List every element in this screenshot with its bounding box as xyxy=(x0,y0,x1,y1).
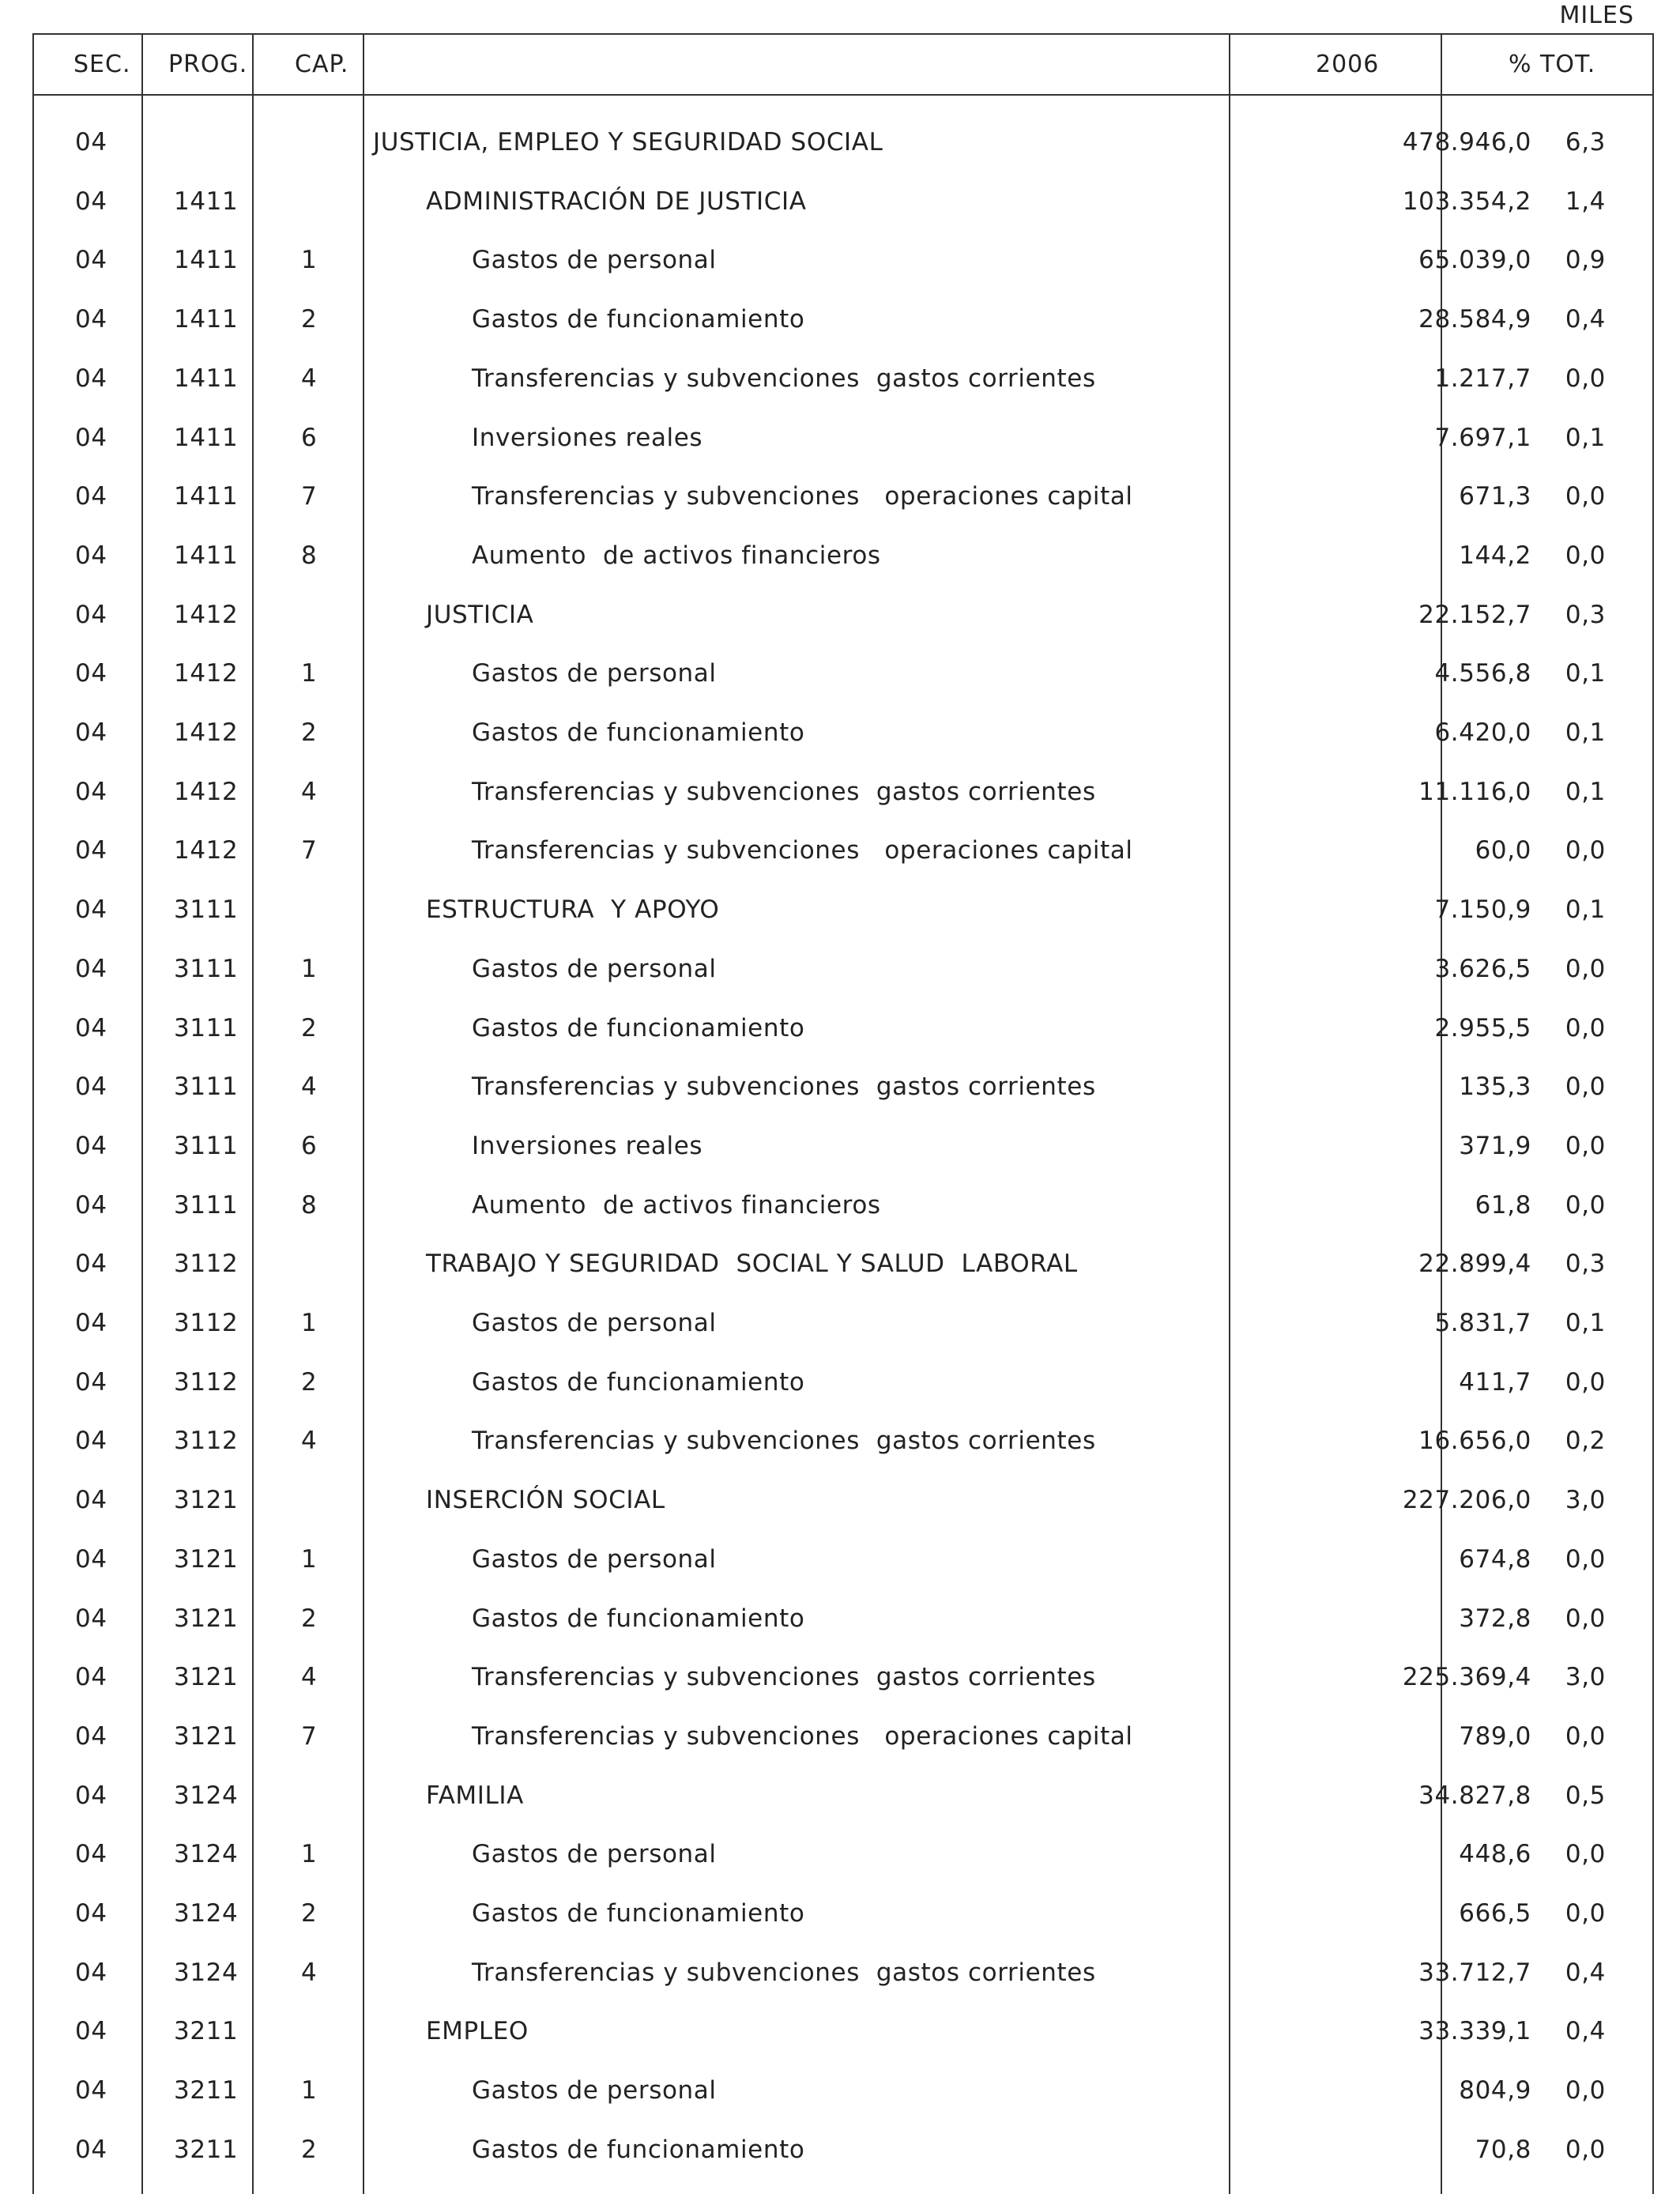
table-row xyxy=(34,998,1652,1057)
table-row xyxy=(34,1352,1652,1412)
cell-percent: 0,0 xyxy=(1565,1840,1606,1869)
cell-prog: 3124 xyxy=(174,1840,239,1869)
cell-sec: 04 xyxy=(75,1604,107,1633)
cell-sec: 04 xyxy=(75,364,107,393)
cell-prog: 3124 xyxy=(174,1958,239,1987)
cell-description: Gastos de personal xyxy=(472,1544,717,1574)
cell-cap: 7 xyxy=(301,482,318,511)
table-row xyxy=(34,1116,1652,1175)
cell-amount: 666,5 xyxy=(1459,1899,1531,1928)
cell-description: JUSTICIA xyxy=(426,600,534,629)
cell-cap: 1 xyxy=(301,1840,318,1869)
cell-description: INSERCIÓN SOCIAL xyxy=(426,1486,665,1515)
cell-prog: 3211 xyxy=(174,2135,239,2164)
table-row xyxy=(34,939,1652,998)
cell-percent: 3,0 xyxy=(1565,1486,1606,1515)
table-row xyxy=(34,466,1652,526)
cell-amount: 28.584,9 xyxy=(1418,305,1531,334)
cell-amount: 22.899,4 xyxy=(1418,1250,1531,1279)
cell-prog: 3124 xyxy=(174,1781,239,1810)
cell-cap: 1 xyxy=(301,2076,318,2105)
cell-description: Gastos de funcionamiento xyxy=(472,1013,805,1042)
cell-amount: 448,6 xyxy=(1459,1840,1531,1869)
cell-percent: 0,0 xyxy=(1565,1544,1606,1574)
table-row xyxy=(34,1766,1652,1825)
table-row xyxy=(34,880,1652,939)
cell-amount: 1.217,7 xyxy=(1434,364,1531,393)
cell-sec: 04 xyxy=(75,895,107,925)
cell-description: Gastos de personal xyxy=(472,659,717,688)
cell-prog: 3112 xyxy=(174,1309,239,1337)
cell-description: TRABAJO Y SEGURIDAD SOCIAL Y SALUD LABORAL xyxy=(426,1250,1078,1279)
cell-amount: 671,3 xyxy=(1459,482,1531,511)
cell-sec: 04 xyxy=(75,2135,107,2164)
cell-amount: 789,0 xyxy=(1459,1721,1531,1751)
cell-amount: 227.206,0 xyxy=(1402,1486,1531,1515)
cell-prog: 1411 xyxy=(174,246,239,275)
cell-sec: 04 xyxy=(75,1958,107,1987)
cell-prog: 1412 xyxy=(174,659,239,688)
units-label: MILES xyxy=(1559,2,1634,29)
cell-amount: 144,2 xyxy=(1459,541,1531,570)
cell-percent: 0,0 xyxy=(1565,1721,1606,1751)
cell-cap: 1 xyxy=(301,954,318,983)
table-row xyxy=(34,585,1652,644)
cell-sec: 04 xyxy=(75,541,107,570)
cell-percent: 0,1 xyxy=(1565,659,1606,688)
cell-amount: 7.697,1 xyxy=(1434,423,1531,452)
cell-description: Gastos de funcionamiento xyxy=(472,1367,805,1397)
cell-prog: 3121 xyxy=(174,1604,239,1633)
cell-amount: 103.354,2 xyxy=(1402,187,1531,216)
table-row xyxy=(34,1411,1652,1470)
cell-amount: 225.369,4 xyxy=(1402,1663,1531,1692)
table-row xyxy=(34,1706,1652,1766)
cell-sec: 04 xyxy=(75,954,107,983)
table-row xyxy=(34,1943,1652,2002)
cell-description: Inversiones reales xyxy=(472,1131,703,1160)
cell-sec: 04 xyxy=(75,2076,107,2105)
cell-sec: 04 xyxy=(75,1013,107,1042)
cell-cap: 1 xyxy=(301,659,318,688)
cell-sec: 04 xyxy=(75,1072,107,1102)
cell-percent: 0,5 xyxy=(1565,1781,1606,1810)
cell-cap: 4 xyxy=(301,777,318,806)
cell-description: Gastos de personal xyxy=(472,954,717,983)
cell-cap: 4 xyxy=(301,1663,318,1692)
cell-prog: 3111 xyxy=(174,954,239,983)
cell-cap: 1 xyxy=(301,246,318,275)
cell-percent: 0,0 xyxy=(1565,482,1606,511)
cell-amount: 33.712,7 xyxy=(1418,1958,1531,1987)
header-year: 2006 xyxy=(1316,51,1380,78)
cell-sec: 04 xyxy=(75,128,107,156)
cell-percent: 3,0 xyxy=(1565,1663,1606,1692)
cell-sec: 04 xyxy=(75,305,107,334)
header-pct: % TOT. xyxy=(1509,51,1596,78)
header-prog: PROG. xyxy=(168,51,248,78)
table-row xyxy=(34,230,1652,289)
cell-sec: 04 xyxy=(75,1663,107,1692)
cell-sec: 04 xyxy=(75,1250,107,1279)
cell-percent: 0,0 xyxy=(1565,1131,1606,1160)
cell-cap: 2 xyxy=(301,2135,318,2164)
cell-sec: 04 xyxy=(75,659,107,688)
cell-amount: 65.039,0 xyxy=(1418,246,1531,275)
cell-sec: 04 xyxy=(75,187,107,216)
table-row xyxy=(34,1883,1652,1943)
cell-prog: 3121 xyxy=(174,1721,239,1751)
cell-amount: 411,7 xyxy=(1459,1367,1531,1397)
cell-sec: 04 xyxy=(75,836,107,865)
cell-percent: 0,0 xyxy=(1565,1367,1606,1397)
cell-percent: 0,9 xyxy=(1565,246,1606,275)
cell-description: Gastos de funcionamiento xyxy=(472,718,805,747)
cell-amount: 70,8 xyxy=(1475,2135,1531,2164)
cell-sec: 04 xyxy=(75,2017,107,2046)
cell-description: FAMILIA xyxy=(426,1781,524,1810)
table-row xyxy=(34,1647,1652,1706)
cell-cap: 2 xyxy=(301,1604,318,1633)
cell-cap: 8 xyxy=(301,1190,318,1220)
cell-percent: 0,0 xyxy=(1565,2076,1606,2105)
cell-percent: 0,1 xyxy=(1565,423,1606,452)
cell-cap: 6 xyxy=(301,423,318,452)
cell-percent: 0,4 xyxy=(1565,305,1606,334)
cell-description: Aumento de activos financieros xyxy=(472,541,881,570)
cell-amount: 2.955,5 xyxy=(1434,1013,1531,1042)
cell-description: Transferencias y subvenciones operaciones capital xyxy=(472,836,1133,865)
cell-prog: 3111 xyxy=(174,1190,239,1220)
table-row xyxy=(34,349,1652,408)
cell-amount: 372,8 xyxy=(1459,1604,1531,1633)
cell-percent: 0,4 xyxy=(1565,1958,1606,1987)
table-row xyxy=(34,2060,1652,2120)
cell-cap: 1 xyxy=(301,1309,318,1337)
cell-amount: 478.946,0 xyxy=(1402,128,1531,156)
table-row xyxy=(34,2120,1652,2179)
cell-prog: 3124 xyxy=(174,1899,239,1928)
cell-prog: 1411 xyxy=(174,482,239,511)
cell-cap: 8 xyxy=(301,541,318,570)
cell-percent: 0,0 xyxy=(1565,1013,1606,1042)
cell-cap: 1 xyxy=(301,1544,318,1574)
cell-amount: 804,9 xyxy=(1459,2076,1531,2105)
cell-amount: 60,0 xyxy=(1475,836,1531,865)
cell-description: Transferencias y subvenciones operaciones capital xyxy=(472,1721,1133,1751)
budget-table xyxy=(32,33,1654,2194)
cell-prog: 3111 xyxy=(174,895,239,925)
cell-sec: 04 xyxy=(75,1781,107,1810)
header-cap: CAP. xyxy=(295,51,349,78)
cell-percent: 0,1 xyxy=(1565,718,1606,747)
cell-percent: 0,0 xyxy=(1565,541,1606,570)
cell-percent: 0,0 xyxy=(1565,836,1606,865)
cell-description: Gastos de funcionamiento xyxy=(472,1604,805,1633)
cell-prog: 3111 xyxy=(174,1072,239,1102)
cell-prog: 1412 xyxy=(174,836,239,865)
table-row xyxy=(34,643,1652,703)
cell-amount: 22.152,7 xyxy=(1418,600,1531,629)
header-divider xyxy=(34,94,1652,96)
cell-amount: 33.339,1 xyxy=(1418,2017,1531,2046)
cell-sec: 04 xyxy=(75,482,107,511)
cell-cap: 2 xyxy=(301,1367,318,1397)
cell-description: Transferencias y subvenciones gastos corrientes xyxy=(472,1958,1096,1987)
cell-prog: 1412 xyxy=(174,600,239,629)
cell-description: Gastos de funcionamiento xyxy=(472,305,805,334)
cell-percent: 0,0 xyxy=(1565,2135,1606,2164)
cell-sec: 04 xyxy=(75,1899,107,1928)
table-row xyxy=(34,1589,1652,1648)
cell-percent: 0,0 xyxy=(1565,954,1606,983)
cell-prog: 3121 xyxy=(174,1663,239,1692)
table-row xyxy=(34,112,1652,172)
cell-description: Transferencias y subvenciones gastos corrientes xyxy=(472,1663,1096,1692)
cell-sec: 04 xyxy=(75,1427,107,1456)
cell-percent: 0,2 xyxy=(1565,1427,1606,1456)
cell-sec: 04 xyxy=(75,1367,107,1397)
cell-cap: 2 xyxy=(301,718,318,747)
cell-amount: 7.150,9 xyxy=(1434,895,1531,925)
header-sec: SEC. xyxy=(73,51,131,78)
table-row xyxy=(34,2001,1652,2060)
cell-description: Inversiones reales xyxy=(472,423,703,452)
cell-prog: 1411 xyxy=(174,364,239,393)
cell-amount: 34.827,8 xyxy=(1418,1781,1531,1810)
cell-prog: 1412 xyxy=(174,718,239,747)
table-row xyxy=(34,1529,1652,1589)
cell-description: Transferencias y subvenciones gastos corrientes xyxy=(472,1427,1096,1456)
cell-sec: 04 xyxy=(75,1486,107,1515)
table-row xyxy=(34,1175,1652,1235)
cell-amount: 674,8 xyxy=(1459,1544,1531,1574)
cell-description: JUSTICIA, EMPLEO Y SEGURIDAD SOCIAL xyxy=(373,128,883,156)
cell-percent: 0,0 xyxy=(1565,1072,1606,1102)
table-row xyxy=(34,1470,1652,1529)
cell-description: Transferencias y subvenciones gastos corrientes xyxy=(472,777,1096,806)
table-row xyxy=(34,172,1652,231)
cell-description: Transferencias y subvenciones gastos corrientes xyxy=(472,364,1096,393)
cell-percent: 0,0 xyxy=(1565,364,1606,393)
cell-prog: 1412 xyxy=(174,777,239,806)
cell-sec: 04 xyxy=(75,777,107,806)
cell-description: Gastos de funcionamiento xyxy=(472,2135,805,2164)
cell-cap: 4 xyxy=(301,364,318,393)
cell-description: Gastos de personal xyxy=(472,2076,717,2105)
cell-prog: 3111 xyxy=(174,1013,239,1042)
cell-sec: 04 xyxy=(75,600,107,629)
cell-percent: 0,0 xyxy=(1565,1899,1606,1928)
cell-percent: 0,1 xyxy=(1565,1309,1606,1337)
cell-sec: 04 xyxy=(75,1309,107,1337)
cell-prog: 1411 xyxy=(174,541,239,570)
cell-percent: 6,3 xyxy=(1565,128,1606,156)
cell-percent: 0,1 xyxy=(1565,777,1606,806)
cell-description: ADMINISTRACIÓN DE JUSTICIA xyxy=(426,187,807,216)
cell-sec: 04 xyxy=(75,718,107,747)
cell-amount: 5.831,7 xyxy=(1434,1309,1531,1337)
cell-prog: 1411 xyxy=(174,187,239,216)
cell-sec: 04 xyxy=(75,1544,107,1574)
cell-prog: 3112 xyxy=(174,1367,239,1397)
cell-description: Aumento de activos financieros xyxy=(472,1190,881,1220)
table-row xyxy=(34,820,1652,880)
table-row xyxy=(34,703,1652,762)
cell-cap: 6 xyxy=(301,1131,318,1160)
cell-percent: 0,3 xyxy=(1565,600,1606,629)
cell-sec: 04 xyxy=(75,1190,107,1220)
cell-description: Transferencias y subvenciones gastos corrientes xyxy=(472,1072,1096,1102)
cell-amount: 4.556,8 xyxy=(1434,659,1531,688)
cell-prog: 3112 xyxy=(174,1250,239,1279)
cell-amount: 11.116,0 xyxy=(1418,777,1531,806)
cell-amount: 3.626,5 xyxy=(1434,954,1531,983)
cell-percent: 0,3 xyxy=(1565,1250,1606,1279)
cell-prog: 3211 xyxy=(174,2017,239,2046)
cell-cap: 2 xyxy=(301,1013,318,1042)
cell-amount: 6.420,0 xyxy=(1434,718,1531,747)
cell-prog: 3112 xyxy=(174,1427,239,1456)
cell-amount: 61,8 xyxy=(1475,1190,1531,1220)
cell-description: Gastos de funcionamiento xyxy=(472,1899,805,1928)
cell-sec: 04 xyxy=(75,1131,107,1160)
cell-description: Transferencias y subvenciones operaciones capital xyxy=(472,482,1133,511)
cell-description: Gastos de personal xyxy=(472,1840,717,1869)
cell-percent: 0,0 xyxy=(1565,1190,1606,1220)
cell-sec: 04 xyxy=(75,246,107,275)
cell-amount: 371,9 xyxy=(1459,1131,1531,1160)
cell-cap: 7 xyxy=(301,1721,318,1751)
cell-cap: 4 xyxy=(301,1072,318,1102)
table-row xyxy=(34,1234,1652,1293)
cell-prog: 3111 xyxy=(174,1131,239,1160)
table-row xyxy=(34,762,1652,821)
cell-cap: 2 xyxy=(301,1899,318,1928)
table-row xyxy=(34,1824,1652,1883)
cell-description: Gastos de personal xyxy=(472,1309,717,1337)
cell-cap: 4 xyxy=(301,1427,318,1456)
cell-amount: 16.656,0 xyxy=(1418,1427,1531,1456)
cell-description: EMPLEO xyxy=(426,2017,529,2046)
cell-prog: 1411 xyxy=(174,423,239,452)
table-row xyxy=(34,1057,1652,1116)
table-row xyxy=(34,289,1652,349)
cell-sec: 04 xyxy=(75,1840,107,1869)
table-row xyxy=(34,408,1652,467)
cell-prog: 3211 xyxy=(174,2076,239,2105)
cell-percent: 1,4 xyxy=(1565,187,1606,216)
cell-cap: 4 xyxy=(301,1958,318,1987)
cell-sec: 04 xyxy=(75,423,107,452)
cell-description: ESTRUCTURA Y APOYO xyxy=(426,895,720,925)
table-row xyxy=(34,526,1652,585)
cell-sec: 04 xyxy=(75,1721,107,1751)
cell-prog: 3121 xyxy=(174,1544,239,1574)
cell-prog: 3121 xyxy=(174,1486,239,1515)
cell-percent: 0,0 xyxy=(1565,1604,1606,1633)
cell-cap: 7 xyxy=(301,836,318,865)
cell-percent: 0,4 xyxy=(1565,2017,1606,2046)
cell-percent: 0,1 xyxy=(1565,895,1606,925)
cell-prog: 1411 xyxy=(174,305,239,334)
cell-amount: 135,3 xyxy=(1459,1072,1531,1102)
cell-description: Gastos de personal xyxy=(472,246,717,275)
table-row xyxy=(34,1293,1652,1352)
cell-cap: 2 xyxy=(301,305,318,334)
